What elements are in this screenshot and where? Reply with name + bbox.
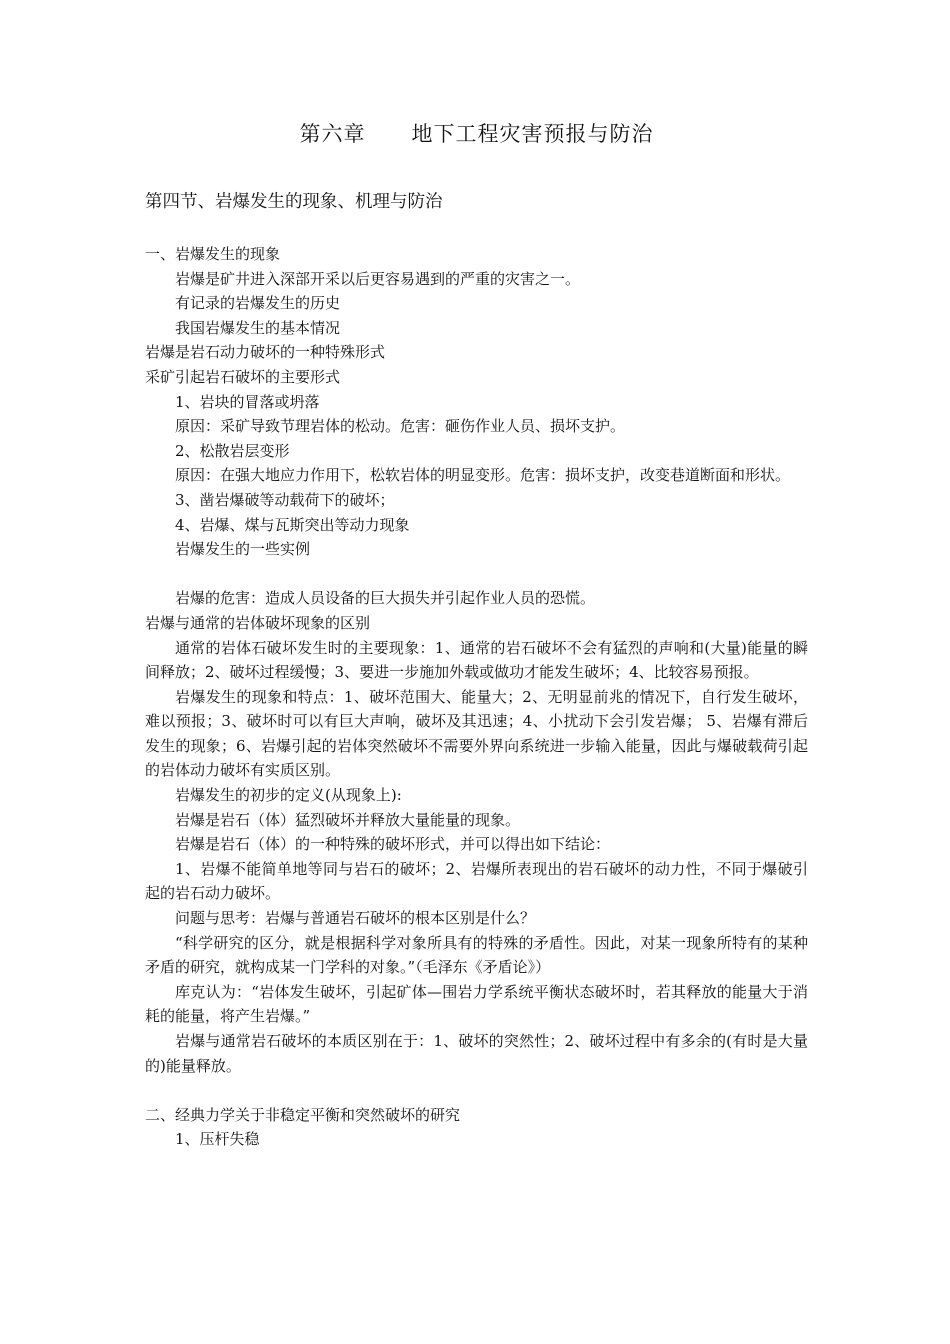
paragraph: 岩爆发生的一些实例 — [175, 540, 311, 559]
paragraph: 岩爆是矿井进入深部开采以后更容易遇到的严重的灾害之一。 — [175, 269, 581, 288]
paragraph: “科学研究的区分，就是根据科学对象所具有的特殊的矛盾性。因此，对某一现象所特有的某种矛盾的研究，就构成某一门学科的对象。”（毛泽东《矛盾论》） — [145, 933, 808, 977]
paragraph: 有记录的岩爆发生的历史 — [175, 294, 341, 313]
paragraph: 原因：采矿导致节理岩体的松动。危害：砸伤作业人员、损坏支护。 — [175, 417, 626, 436]
paragraph: 二、经典力学关于非稳定平衡和突然破坏的研究 — [145, 1105, 461, 1124]
section-title: 第四节、岩爆发生的现象、机理与防治 — [145, 192, 443, 212]
paragraph: 岩爆的危害：造成人员设备的巨大损失并引起作业人员的恐慌。 — [175, 589, 596, 608]
paragraph: 岩爆是岩石（体）猛烈破坏并释放大量能量的现象。 — [175, 810, 521, 829]
document-body — [145, 242, 808, 1152]
paragraph: 3、凿岩爆破等动载荷下的破坏； — [175, 490, 395, 509]
paragraph: 一、岩爆发生的现象 — [145, 245, 281, 263]
paragraph: 1、压杆失稳 — [175, 1130, 260, 1149]
paragraph: 问题与思考：岩爆与普通岩石破坏的根本区别是什么？ — [175, 909, 536, 928]
paragraph: 我国岩爆发生的基本情况 — [175, 318, 341, 337]
paragraph: 岩爆与通常的岩体破坏现象的区别 — [145, 613, 371, 632]
paragraph: 4、岩爆、煤与瓦斯突出等动力现象 — [175, 515, 410, 534]
chapter-title: 第六章 地下工程灾害预报与防治 — [299, 122, 654, 146]
paragraph: 1、岩块的冒落或坍落 — [175, 392, 320, 411]
paragraph: 1、岩爆不能简单地等同与岩石的破坏；2、岩爆所表现出的岩石破坏的动力性，不同于爆破引起的岩石动力破坏。 — [145, 859, 808, 903]
paragraph: 岩爆发生的现象和特点：1、破坏范围大、能量大；2、无明显前兆的情况下，自行发生破坏，难以预报；3、破坏时可以有巨大声响，破坏及其迅速；4、小扰动下会引发岩爆； 5、岩爆有滞后发生的现象；6、岩爆引起的岩体突然破坏不需要外界向系统进一步输入能量，因此与爆破载荷引起的岩体动力破坏有实质区别。 — [145, 687, 808, 780]
paragraph: 2、松散岩层变形 — [175, 441, 290, 460]
paragraph: 岩爆是岩石（体）的一种特殊的破坏形式，并可以得出如下结论： — [175, 835, 611, 854]
paragraph: 采矿引起岩石破坏的主要形式 — [145, 367, 341, 386]
paragraph: 通常的岩体石破坏发生时的主要现象：1、通常的岩石破坏不会有猛烈的声响和(大量)能量的瞬间释放；2、破坏过程缓慢；3、要进一步施加外载或做功才能发生破坏；4、比较容易预报。 — [145, 638, 808, 682]
paragraph: 岩爆与通常岩石破坏的本质区别在于：1、破坏的突然性；2、破坏过程中有多余的(有时是大量的)能量释放。 — [145, 1032, 808, 1075]
paragraph: 岩爆发生的初步的定义(从现象上): — [175, 786, 402, 805]
paragraph: 库克认为：“岩体发生破坏，引起矿体—围岩力学系统平衡状态破坏时，若其释放的能量大于消耗的能量，将产生岩爆。” — [145, 982, 808, 1026]
paragraph: 岩爆是岩石动力破坏的一种特殊形式 — [145, 343, 386, 362]
paragraph: 原因：在强大地应力作用下，松软岩体的明显变形。危害：损坏支护，改变巷道断面和形状。 — [175, 466, 791, 485]
